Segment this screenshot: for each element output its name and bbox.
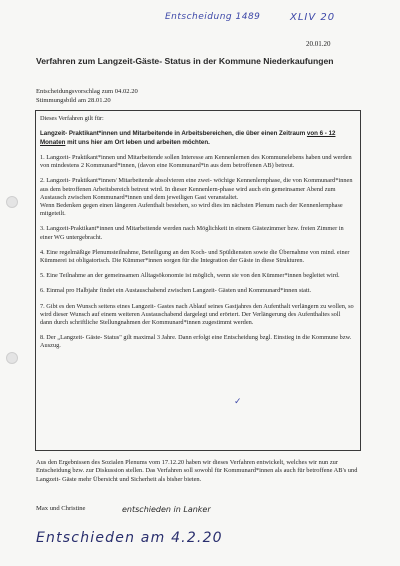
procedure-item-3: 3. Langzeit-Praktikant*innen und Mitarbeitende werden nach Möglichkeit in einem Gästezimmer bzw. freien Zimmer in einer WG untergebracht.	[40, 225, 344, 241]
procedure-item-1: 1. Langzeit- Praktikant*innen und Mitarbeitende sollen Interesse am Kennenlernen des Kommunelebens haben und werden von mindestens 2 Kommunard*innen, (davon eine Kommunard*in aus dem betroffenen AB) betreut.	[40, 154, 352, 170]
procedure-item-6: 6. Einmal pro Halbjahr findet ein Austauschabend zwischen Langzeit- Gästen und Kommunard*innen statt.	[40, 287, 312, 295]
authors: Max und Christine	[36, 505, 86, 512]
check-mark-icon: ✓	[234, 396, 242, 406]
proposal-meta	[36, 87, 138, 105]
document-date: 20.01.20	[306, 40, 331, 48]
lead-duration: von 6 - 12 Monaten	[40, 130, 336, 146]
lead-text-end: mit uns hier am Ort leben und arbeiten möchten.	[65, 138, 210, 146]
procedure-item-5: 5. Eine Teilnahme an der gemeinsamen Alltagsökonomie ist möglich, wenn sie von den Kümmer*innen begleitet wird.	[40, 272, 340, 280]
item-2-extra: Wenn Bedenken gegen einen längeren Aufenthalt bestehen, so wird dies im nächsten Plenum nach der Kennenlernphase mitgeteilt.	[40, 202, 343, 218]
punch-hole	[6, 352, 18, 364]
box-lead	[40, 130, 354, 147]
procedure-item-4: 4. Eine regelmäßige Plenumsteilnahme, Beteiligung an den Koch- und Spüldiensten sowie die Übernahme von mind. einer Kümmerei ist obligatorisch. Die Kümmer*innen sorgen für die Integration der Gäste in diese Strukturen.	[40, 248, 350, 265]
punch-hole	[6, 196, 18, 208]
handwritten-decision: Entschieden am 4.2.20	[36, 530, 223, 546]
procedure-item-8: 8. Der „Langzeit- Gäste- Status" gilt maximal 3 Jahre. Dann erfolgt eine Entscheidung bzgl. Einstieg in die Kommune bzw. Auszug.	[40, 334, 352, 350]
closing-paragraph: Aus den Ergebnissen des Sozialen Plenums vom 17.12.20 haben wir dieses Verfahren entwickelt, welches wir nun zur Entscheidung bzw. zur Diskussion stellen. Das Verfahren soll sowohl für Kommunard*innen als auch für betroffene AB's und Langzeit- Gäste mehr Übersicht und Sicherheit als bisher bieten.	[36, 459, 358, 483]
box-intro: Dieses Verfahren gilt für:	[40, 115, 104, 122]
poll-date-line: Stimmungsbild am 28.01.20	[36, 97, 111, 104]
page-title: Verfahren zum Langzeit-Gäste- Status in der Kommune Niederkaufungen	[36, 56, 334, 66]
procedure-item-2	[40, 177, 354, 218]
procedure-item-7: 7. Gibt es den Wunsch seitens eines Langzeit- Gastes nach Ablauf seines Gastjahres den Aufenthalt verlängern zu wollen, so wird dieser Wunsch auf einem weiteren Austauschabend dargelegt und erörtert. Der Verlängerung des Aufenthaltes soll dann durch schriftliche Stellungnahmen der Kommunard*innen zugestimmt werden.	[40, 302, 354, 327]
procedure-box	[35, 110, 361, 451]
handwritten-top-note: Entscheidung 1489	[165, 12, 261, 22]
lead-text-start: Langzeit- Praktikant*innen und Mitarbeitende in Arbeitsbereichen, die über einen Zeitraum	[40, 130, 307, 138]
handwritten-margin-note: entschieden in Lanker	[122, 505, 211, 514]
item-2-text: 2. Langzeit- Praktikant*innen/ Mitarbeitende absolvieren eine zwei- wöchige Kennenlernphase, die von Kommunard*innen aus dem betroffenen Arbeitsbereich betreut wird. In dieser Kennenlern-phase wird auch ein gemeinsamer Abend zum Austausch zwischen Kommunard*innen und dem jeweiligen Gast veranstaltet.	[40, 177, 353, 201]
proposal-date-line: Entscheidungsvorschlag zum 04.02.20	[36, 88, 138, 95]
handwritten-reference: XLIV 20	[290, 12, 336, 23]
